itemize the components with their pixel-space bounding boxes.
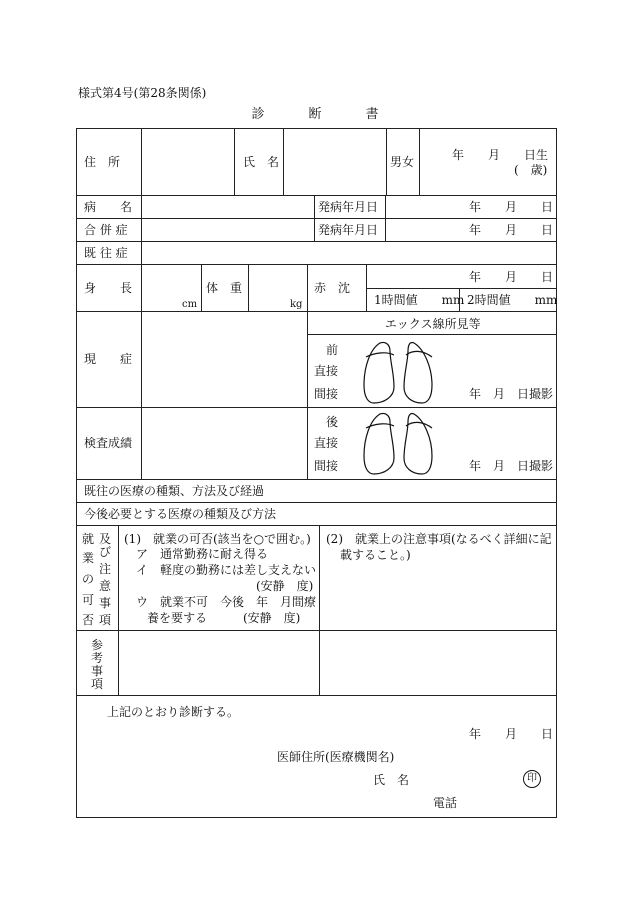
work-col-char: び xyxy=(99,545,112,559)
history-label: 既 往 症 xyxy=(84,246,128,260)
work-col-char: 意 xyxy=(99,579,112,593)
disease-date: 年 月 日 xyxy=(469,200,554,214)
symptoms-label: 現 症 xyxy=(84,352,133,366)
xray-front-direct: 直接 xyxy=(314,364,339,378)
esr-1h: 1時間値 mm xyxy=(374,293,465,307)
disease-onset-label: 発病年月日 xyxy=(318,200,379,214)
sex-label: 男女 xyxy=(390,155,415,169)
work-col-char: 就 xyxy=(82,532,95,546)
weight-label: 体 重 xyxy=(206,281,243,295)
footer-date: 年 月 日 xyxy=(469,727,554,741)
xray-back-date: 年 月 日撮影 xyxy=(469,459,554,473)
work-col-char: 可 xyxy=(82,593,95,607)
statement: 上記のとおり診断する。 xyxy=(107,705,240,719)
complication-date: 年 月 日 xyxy=(469,223,554,237)
esr-date: 年 月 日 xyxy=(469,270,554,284)
work-col-char: 否 xyxy=(82,613,95,627)
work-col-char: 事 xyxy=(99,596,112,610)
remarks-char: 事 xyxy=(91,664,104,678)
document-title: 診 断 書 xyxy=(251,107,379,122)
complication-label: 合 併 症 xyxy=(84,223,128,237)
exam-label: 検査成績 xyxy=(84,436,133,450)
remarks-char: 項 xyxy=(91,677,104,691)
work-item1-line: ア 通常勤務に耐え得る xyxy=(136,547,269,561)
birth-date: 年 月 日生 xyxy=(452,148,549,162)
work-item1-line: (1) 就業の可否(該当を○で囲む。) xyxy=(124,532,311,546)
remarks-char: 考 xyxy=(91,651,104,665)
address-label: 住 所 xyxy=(84,155,121,169)
complication-onset-label: 発病年月日 xyxy=(318,223,379,237)
work-item1-line: イ 軽度の勤務には差し支えない xyxy=(136,563,317,577)
work-col-char: 業 xyxy=(82,551,95,565)
past-treatment-label: 既往の医療の種類、方法及び経過 xyxy=(84,484,265,498)
phone-label: 電話 xyxy=(433,796,458,810)
doctor-name-label: 氏 名 xyxy=(373,773,410,787)
esr-2h: 2時間値 mm xyxy=(467,293,558,307)
xray-front-date: 年 月 日撮影 xyxy=(469,387,554,401)
form-label: 様式第4号(第28条関係) xyxy=(78,86,207,100)
seal-mark: 印 xyxy=(523,770,541,788)
future-treatment-label: 今後必要とする医療の種類及び方法 xyxy=(84,507,277,521)
work-col-char: 注 xyxy=(99,562,112,576)
xray-back-direct: 直接 xyxy=(314,436,339,450)
xray-back-indirect: 間接 xyxy=(314,459,339,473)
work-col-char: の xyxy=(82,572,95,586)
weight-unit: kg xyxy=(290,299,303,310)
work-item2-line: (2) 就業上の注意事項(なるべく詳細に記 xyxy=(326,532,552,546)
work-item1-line: ウ 就業不可 今後 年 月間療 xyxy=(136,595,317,609)
height-label: 身 長 xyxy=(84,281,133,295)
lung-back-icon xyxy=(360,408,440,478)
work-col-char: 及 xyxy=(99,532,112,546)
age: ( 歳) xyxy=(514,163,548,177)
name-label: 氏 名 xyxy=(243,155,280,169)
work-item1-line: 養を要する (安静 度) xyxy=(147,611,301,625)
xray-front-label: 前 xyxy=(326,343,339,357)
work-col-char: 項 xyxy=(99,613,112,627)
height-unit: cm xyxy=(182,299,198,310)
disease-label: 病 名 xyxy=(84,200,133,214)
remarks-char: 参 xyxy=(91,638,104,652)
esr-label: 赤 沈 xyxy=(314,281,351,295)
xray-front-indirect: 間接 xyxy=(314,387,339,401)
doctor-address-label: 医師住所(医療機関名) xyxy=(277,750,395,764)
work-item1-line: (安静 度) xyxy=(256,579,314,593)
xray-header: エックス線所見等 xyxy=(385,317,481,331)
xray-back-label: 後 xyxy=(326,415,339,429)
work-item2-line: 載すること。) xyxy=(340,548,411,562)
lung-front-icon xyxy=(360,337,440,407)
